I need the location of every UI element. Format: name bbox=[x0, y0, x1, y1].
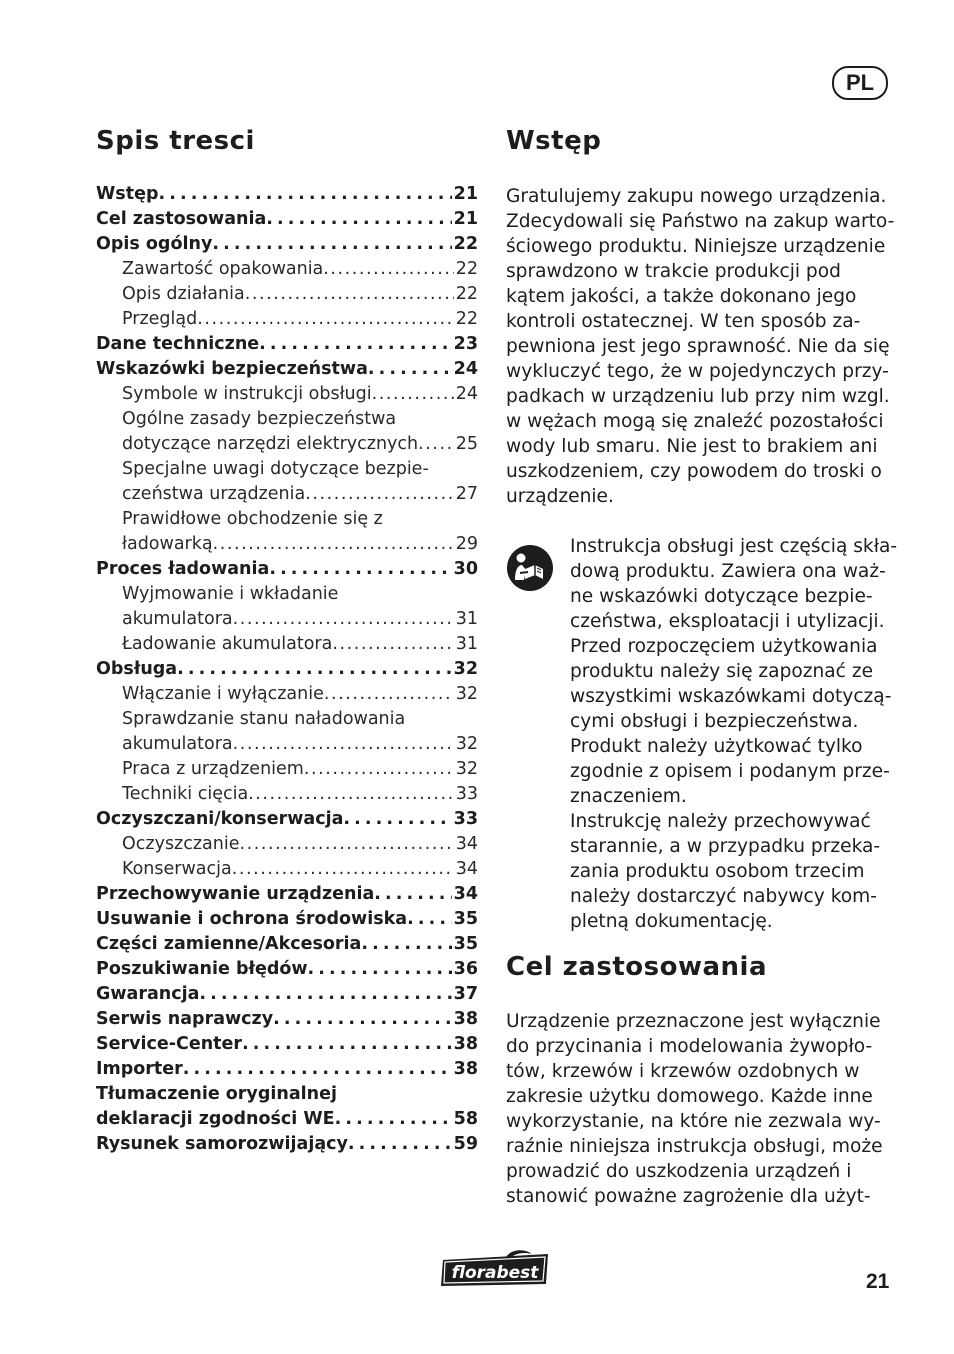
toc-entry-title: Usuwanie i ochrona środowiska bbox=[96, 909, 408, 929]
toc-entry-title: Wskazówki bezpieczeństwa bbox=[96, 359, 368, 379]
toc-entry bbox=[96, 207, 478, 232]
toc-entry-page: 38 bbox=[453, 1059, 478, 1079]
toc-entry bbox=[96, 832, 478, 857]
toc-leader-dots bbox=[305, 482, 454, 507]
toc-entry-page: 34 bbox=[455, 859, 478, 879]
florabest-logo bbox=[440, 1250, 552, 1288]
text-line: wykorzystanie, na które nie zezwala wy- bbox=[506, 1111, 881, 1132]
toc-entry bbox=[96, 182, 478, 207]
toc-entry bbox=[96, 1057, 478, 1082]
toc-entry-page: 30 bbox=[453, 559, 478, 579]
text-line: Przed rozpoczęciem użytkowania bbox=[570, 636, 878, 657]
toc-entry-title: Serwis naprawczy bbox=[96, 1009, 274, 1029]
toc-entry-page: 27 bbox=[455, 484, 478, 504]
text-line: Urządzenie przeznaczone jest wyłącznie bbox=[506, 1011, 881, 1032]
toc-entry bbox=[96, 232, 478, 257]
toc-entry-title: czeństwa urządzenia bbox=[122, 484, 306, 504]
toc-entry-page: 31 bbox=[455, 634, 478, 654]
purpose-title: Cel zastosowania bbox=[506, 952, 767, 982]
toc-entry-page: 22 bbox=[455, 309, 478, 329]
toc-leader-dots bbox=[242, 1032, 452, 1057]
intro-title: Wstęp bbox=[506, 126, 602, 156]
toc-leader-dots bbox=[332, 632, 453, 657]
toc-entry bbox=[96, 432, 478, 457]
toc-entry bbox=[96, 1082, 478, 1107]
toc-leader-dots bbox=[273, 1007, 451, 1032]
toc-leader-dots bbox=[361, 932, 451, 957]
toc-entry bbox=[96, 1032, 478, 1057]
toc-entry-title: Ładowanie akumulatora bbox=[122, 634, 333, 654]
toc-entry-title: Wyjmowanie i wkładanie bbox=[122, 584, 339, 604]
toc-entry bbox=[96, 357, 478, 382]
toc-entry-page: 22 bbox=[455, 259, 478, 279]
toc-entry bbox=[96, 1007, 478, 1032]
toc-entry-title: Tłumaczenie oryginalnej bbox=[96, 1084, 337, 1104]
toc-entry-page: 38 bbox=[453, 1034, 478, 1054]
toc-entry-page: 32 bbox=[455, 734, 478, 754]
toc-leader-dots bbox=[335, 1107, 452, 1132]
toc-entry-title: Opis działania bbox=[122, 284, 245, 304]
toc-entry-title: Opis ogólny bbox=[96, 234, 213, 254]
toc-entry-page: 36 bbox=[453, 959, 478, 979]
toc-entry-page: 59 bbox=[453, 1134, 478, 1154]
toc-entry-page: 25 bbox=[455, 434, 478, 454]
toc-entry-title: Zawartość opakowania bbox=[122, 259, 324, 279]
toc-entry-page: 21 bbox=[453, 209, 478, 229]
text-line: starannie, a w przypadku przeka- bbox=[570, 836, 881, 857]
toc-entry-page: 24 bbox=[455, 384, 478, 404]
toc-leader-dots bbox=[248, 782, 454, 807]
toc-leader-dots bbox=[418, 432, 454, 457]
toc-entry bbox=[96, 382, 478, 407]
toc-entry-page: 23 bbox=[453, 334, 478, 354]
text-line: wszystkimi wskazówkami dotyczą- bbox=[570, 686, 892, 707]
text-line: Zdecydowali się Państwo na zakup warto- bbox=[506, 211, 895, 232]
toc-entry-title: Techniki cięcia bbox=[122, 784, 249, 804]
toc-entry-title: Sprawdzanie stanu naładowania bbox=[122, 709, 406, 729]
toc-entry-title: Praca z urządzeniem bbox=[122, 759, 304, 779]
text-line: ściowego produktu. Niniejsze urządzenie bbox=[506, 236, 886, 257]
intro-paragraph bbox=[506, 184, 894, 509]
toc-entry bbox=[96, 557, 478, 582]
toc-entry-page: 21 bbox=[453, 184, 478, 204]
toc-entry bbox=[96, 1107, 478, 1132]
toc-title: Spis tresci bbox=[96, 126, 255, 156]
toc-entry bbox=[96, 282, 478, 307]
toc-entry-title: Proces ładowania bbox=[96, 559, 270, 579]
toc-entry-page: 33 bbox=[453, 809, 478, 829]
toc-entry-title: Włączanie i wyłączanie bbox=[122, 684, 324, 704]
toc-entry-page: 34 bbox=[455, 834, 478, 854]
toc-entry-title: Obsługa bbox=[96, 659, 178, 679]
read-manual-icon bbox=[506, 544, 554, 592]
text-line: tów, krzewów i krzewów ozdobnych w bbox=[506, 1061, 860, 1082]
toc-entry bbox=[96, 457, 478, 482]
toc-leader-dots bbox=[245, 282, 454, 307]
language-badge: PL bbox=[832, 66, 888, 100]
text-line: kontroli ostatecznej. W ten sposób za- bbox=[506, 311, 861, 332]
toc-entry-title: Symbole w instrukcji obsługi bbox=[122, 384, 372, 404]
toc-leader-dots bbox=[212, 232, 451, 257]
toc-entry bbox=[96, 707, 478, 732]
toc-entry bbox=[96, 632, 478, 657]
toc-entry-title: Ogólne zasady bezpieczeństwa bbox=[122, 409, 397, 429]
toc-entry-page: 24 bbox=[453, 359, 478, 379]
text-line: pletną dokumentację. bbox=[570, 911, 773, 932]
text-line: czeństwa, eksploatacji i utylizacji. bbox=[570, 611, 885, 632]
toc-entry bbox=[96, 757, 478, 782]
toc-entry-title: Przegląd bbox=[122, 309, 198, 329]
logo-text: florabest bbox=[451, 1263, 539, 1283]
toc-entry-title: Importer bbox=[96, 1059, 183, 1079]
toc-entry-title: Poszukiwanie błędów bbox=[96, 959, 308, 979]
toc-leader-dots bbox=[197, 307, 454, 332]
toc-entry-title: Prawidłowe obchodzenie się z bbox=[122, 509, 383, 529]
toc-entry-title: Rysunek samorozwijający bbox=[96, 1134, 348, 1154]
toc-entry-title: Service-Center bbox=[96, 1034, 243, 1054]
toc-entry-page: 58 bbox=[453, 1109, 478, 1129]
toc-entry-page: 38 bbox=[453, 1009, 478, 1029]
toc-entry-title: Wstęp bbox=[96, 184, 159, 204]
text-line: sprawdzono w trakcie produkcji pod bbox=[506, 261, 841, 282]
toc-entry-title: akumulatora bbox=[122, 609, 233, 629]
toc-leader-dots bbox=[374, 882, 451, 907]
toc-entry-page: 34 bbox=[453, 884, 478, 904]
toc-entry-title: akumulatora bbox=[122, 734, 233, 754]
toc-leader-dots bbox=[183, 1057, 452, 1082]
toc-entry-page: 33 bbox=[455, 784, 478, 804]
text-line: pewniona jest jego sprawność. Nie da się bbox=[506, 336, 890, 357]
toc-entry bbox=[96, 957, 478, 982]
text-line: produktu należy się zapoznać ze bbox=[570, 661, 874, 682]
text-line: do przycinania i modelowania żywopło- bbox=[506, 1036, 873, 1057]
toc-entry bbox=[96, 332, 478, 357]
toc-entry bbox=[96, 582, 478, 607]
toc-entry-title: Gwarancja bbox=[96, 984, 200, 1004]
toc-entry bbox=[96, 407, 478, 432]
toc-leader-dots bbox=[266, 207, 451, 232]
toc-leader-dots bbox=[368, 357, 452, 382]
toc-entry-title: Przechowywanie urządzenia bbox=[96, 884, 375, 904]
text-line: padkach w urządzeniu lub przy nim wzgl. bbox=[506, 386, 890, 407]
text-line: wody lub smaru. Nie jest to brakiem ani bbox=[506, 436, 878, 457]
toc-entry bbox=[96, 732, 478, 757]
toc-entry-page: 32 bbox=[455, 684, 478, 704]
toc-entry bbox=[96, 807, 478, 832]
toc-entry bbox=[96, 782, 478, 807]
text-line: w wężach mogą się znaleźć pozostałości bbox=[506, 411, 884, 432]
page-number: 21 bbox=[866, 1270, 890, 1293]
toc-entry bbox=[96, 607, 478, 632]
toc-entry bbox=[96, 857, 478, 882]
toc-leader-dots bbox=[324, 682, 454, 707]
text-line: znaczeniem. bbox=[570, 786, 687, 807]
toc-entry bbox=[96, 882, 478, 907]
toc-entry-page: 32 bbox=[453, 659, 478, 679]
toc-leader-dots bbox=[348, 1132, 452, 1157]
toc-leader-dots bbox=[240, 832, 454, 857]
toc-leader-dots bbox=[407, 907, 452, 932]
text-line: Gratulujemy zakupu nowego urządzenia. bbox=[506, 186, 887, 207]
text-line: zgodnie z opisem i podanym prze- bbox=[570, 761, 890, 782]
text-line: zakresie użytku domowego. Każde inne bbox=[506, 1086, 873, 1107]
text-line: Instrukcja obsługi jest częścią skła- bbox=[570, 536, 898, 557]
toc-entry bbox=[96, 907, 478, 932]
toc-entry-page: 22 bbox=[455, 284, 478, 304]
toc-entry-title: Części zamienne/Akcesoria bbox=[96, 934, 362, 954]
text-line: stanowić poważne zagrożenie dla użyt- bbox=[506, 1186, 871, 1207]
toc-entry-title: dotyczące narzędzi elektrycznych bbox=[122, 434, 419, 454]
toc-entry-title: Oczyszczanie bbox=[122, 834, 240, 854]
toc-leader-dots bbox=[233, 732, 454, 757]
toc-leader-dots bbox=[343, 807, 451, 832]
toc-entry bbox=[96, 982, 478, 1007]
text-line: Produkt należy użytkować tylko bbox=[570, 736, 863, 757]
toc-leader-dots bbox=[232, 857, 454, 882]
text-line: urządzenie. bbox=[506, 486, 614, 507]
toc-entry bbox=[96, 307, 478, 332]
text-line: cymi obsługi i bezpieczeństwa. bbox=[570, 711, 859, 732]
toc-entry bbox=[96, 682, 478, 707]
toc-entry bbox=[96, 657, 478, 682]
toc-leader-dots bbox=[213, 532, 454, 557]
table-of-contents bbox=[96, 182, 478, 1157]
toc-entry-page: 29 bbox=[455, 534, 478, 554]
text-line: zania produktu osobom trzecim bbox=[570, 861, 865, 882]
toc-leader-dots bbox=[323, 257, 453, 282]
text-line: wykluczyć tego, że w pojedynczych przy- bbox=[506, 361, 889, 382]
toc-entry-title: ładowarką bbox=[122, 534, 213, 554]
toc-entry-title: Oczyszczani/konserwacja bbox=[96, 809, 344, 829]
toc-entry-page: 32 bbox=[455, 759, 478, 779]
purpose-paragraph bbox=[506, 1009, 883, 1209]
toc-leader-dots bbox=[372, 382, 454, 407]
toc-entry-title: Dane techniczne bbox=[96, 334, 260, 354]
toc-entry bbox=[96, 932, 478, 957]
toc-leader-dots bbox=[199, 982, 451, 1007]
toc-leader-dots bbox=[304, 757, 454, 782]
toc-entry bbox=[96, 482, 478, 507]
text-line: kątem jakości, a także dokonano jego bbox=[506, 286, 857, 307]
toc-entry-page: 22 bbox=[453, 234, 478, 254]
toc-entry-title: Cel zastosowania bbox=[96, 209, 267, 229]
toc-leader-dots bbox=[308, 957, 452, 982]
manual-note-paragraph bbox=[570, 534, 897, 934]
toc-leader-dots bbox=[177, 657, 452, 682]
text-line: należy dostarczyć nabywcy kom- bbox=[570, 886, 877, 907]
text-line: ne wskazówki dotyczące bezpie- bbox=[570, 586, 873, 607]
toc-leader-dots bbox=[158, 182, 451, 207]
text-line: dową produktu. Zawiera ona waż- bbox=[570, 561, 886, 582]
toc-entry-title: Specjalne uwagi dotyczące bezpie- bbox=[122, 459, 429, 479]
toc-entry bbox=[96, 1132, 478, 1157]
text-line: raźnie niniejsza instrukcja obsługi, może bbox=[506, 1136, 883, 1157]
text-line: Instrukcję należy przechowywać bbox=[570, 811, 871, 832]
text-line: prowadzić do uszkodzenia urządzeń i bbox=[506, 1161, 852, 1182]
toc-leader-dots bbox=[269, 557, 451, 582]
toc-entry-page: 37 bbox=[453, 984, 478, 1004]
toc-entry-page: 35 bbox=[453, 909, 478, 929]
toc-entry bbox=[96, 532, 478, 557]
toc-leader-dots bbox=[259, 332, 451, 357]
toc-entry-title: deklaracji zgodności WE bbox=[96, 1109, 335, 1129]
toc-entry-title: Konserwacja bbox=[122, 859, 232, 879]
toc-entry bbox=[96, 507, 478, 532]
toc-leader-dots bbox=[233, 607, 454, 632]
toc-entry-page: 31 bbox=[455, 609, 478, 629]
text-line: uszkodzeniem, czy powodem do troski o bbox=[506, 461, 882, 482]
toc-entry-page: 35 bbox=[453, 934, 478, 954]
toc-entry bbox=[96, 257, 478, 282]
